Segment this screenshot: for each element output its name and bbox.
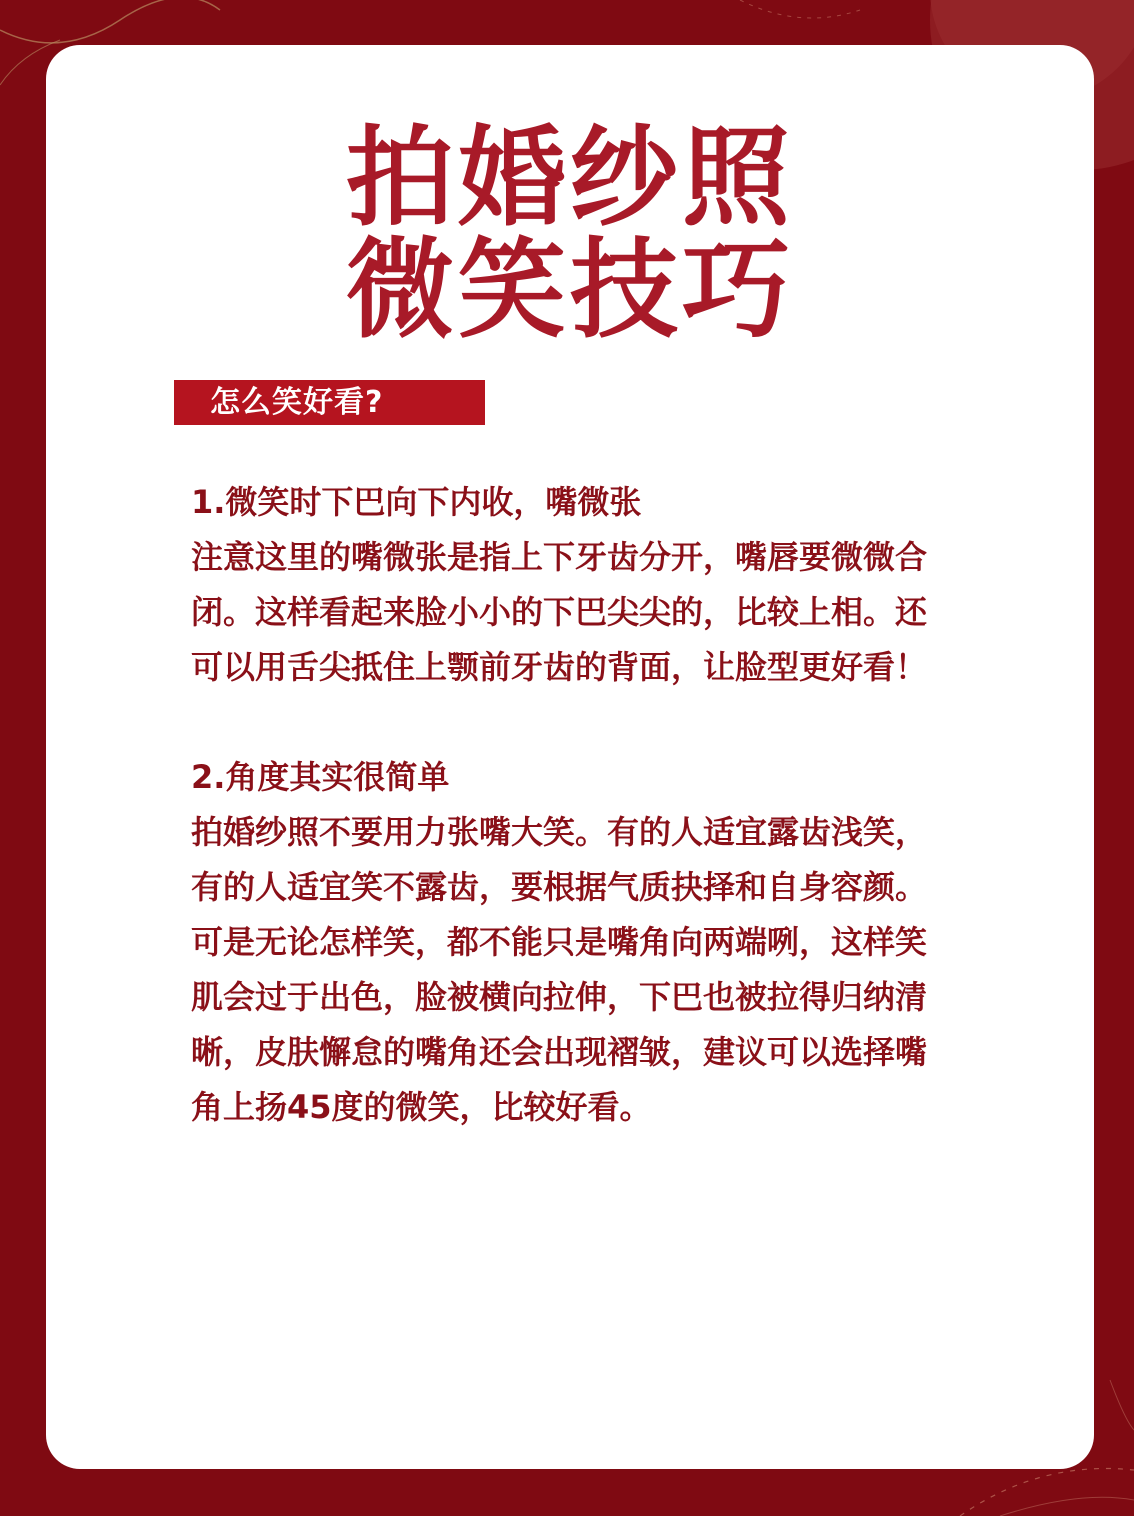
tip-body: 拍婚纱照不要用力张嘴大笑。有的人适宜露齿浅笑，有的人适宜笑不露齿，要根据气质抉择和自身容颜。可是无论怎样笑，都不能只是嘴角向两端咧，这样笑肌会过于出色，脸被横向拉伸，下巴也被拉得归纳清晰，皮肤懈怠的嘴角还会出现褶皱，建议可以选择嘴角上扬45度的微笑，比较好看。 bbox=[191, 813, 928, 1126]
section-badge: 怎么笑好看? bbox=[174, 380, 485, 425]
title-line-1: 拍婚纱照 bbox=[345, 116, 794, 241]
tip-heading: 1.微笑时下巴向下内收，嘴微张 bbox=[191, 483, 642, 521]
tip-item bbox=[191, 475, 941, 695]
tip-body: 注意这里的嘴微张是指上下牙齿分开，嘴唇要微微合闭。这样看起来脸小小的下巴尖尖的，比较上相。还可以用舌尖抵住上颚前牙齿的背面，让脸型更好看！ bbox=[191, 538, 928, 686]
poster-title bbox=[46, 116, 1094, 353]
tips-content bbox=[191, 475, 941, 1135]
title-line-2: 微笑技巧 bbox=[345, 228, 794, 353]
tip-heading: 2.角度其实很简单 bbox=[191, 758, 450, 796]
content-card bbox=[46, 45, 1094, 1469]
tip-item bbox=[191, 750, 941, 1135]
